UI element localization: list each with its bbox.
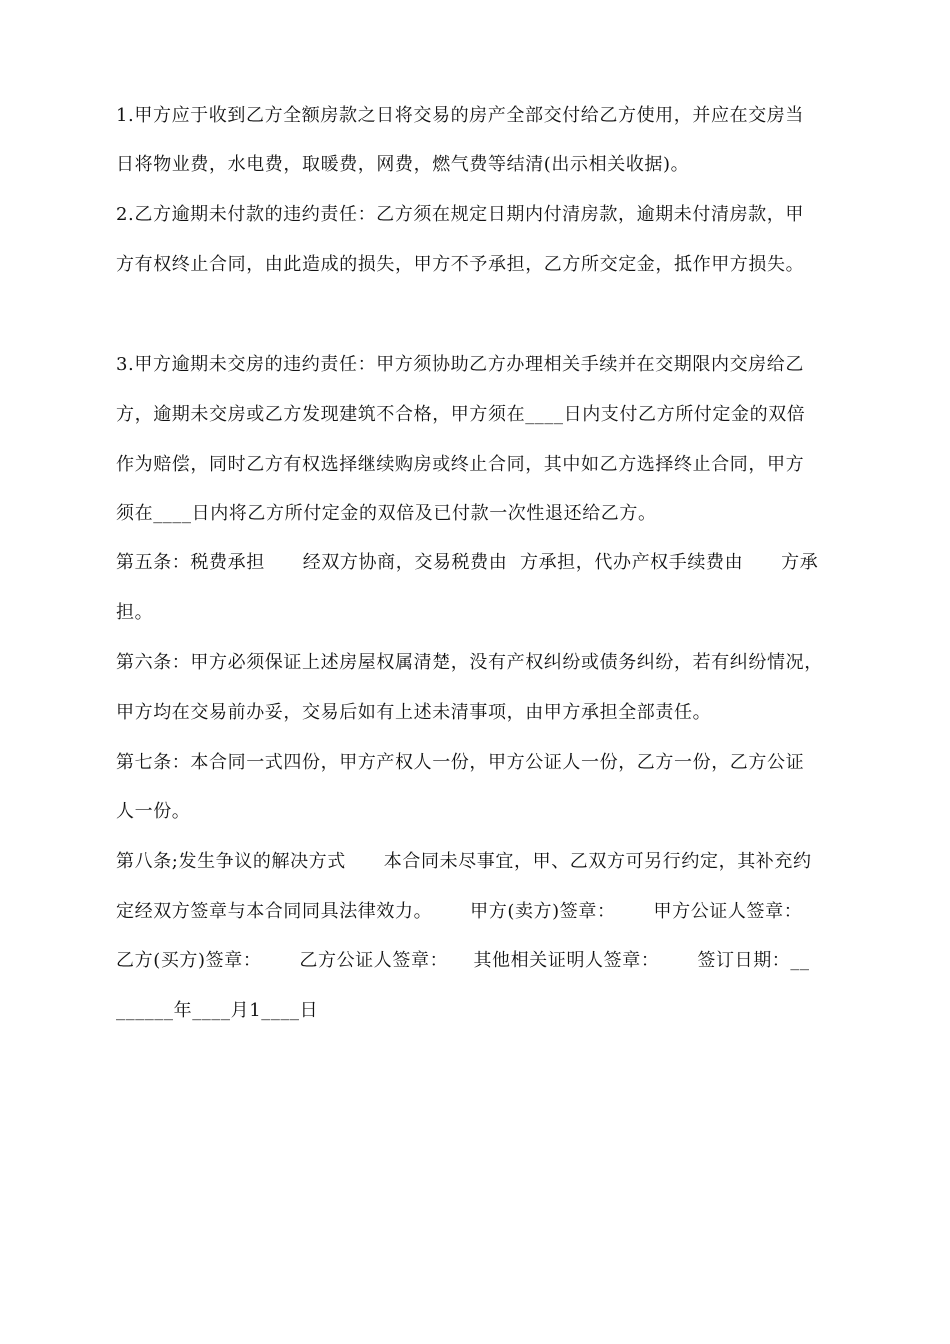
text-line-5: 3.甲方逾期未交房的违约责任：甲方须协助乙方办理相关手续并在交期限内交房给乙 (116, 354, 804, 375)
text-line-9: 第五条：税费承担 经双方协商，交易税费由 方承担，代办产权手续费由 方承 (116, 552, 819, 573)
text-line-3: 2.乙方逾期未付款的违约责任：乙方须在规定日期内付清房款，逾期未付清房款，甲 (116, 204, 804, 225)
text-line-16: 定经双方签章与本合同同具法律效力。 甲方(卖方)签章： 甲方公证人签章： (116, 901, 803, 922)
text-line-17: 乙方(买方)签章： 乙方公证人签章： 其他相关证明人签章： 签订日期：__ (116, 950, 810, 971)
text-line-4: 方有权终止合同，由此造成的损失，甲方不予承担，乙方所交定金，抵作甲方损失。 (116, 254, 805, 275)
text-line-8: 须在____日内将乙方所付定金的双倍及已付款一次性退还给乙方。 (116, 503, 657, 524)
text-line-10: 担。 (116, 602, 154, 623)
text-line-1: 1.甲方应于收到乙方全额房款之日将交易的房产全部交付给乙方使用，并应在交房当 (116, 105, 804, 126)
text-line-7: 作为赔偿，同时乙方有权选择继续购房或终止合同，其中如乙方选择终止合同，甲方 (116, 454, 805, 475)
text-line-13: 第七条：本合同一式四份，甲方产权人一份，甲方公证人一份，乙方一份，乙方公证 (116, 752, 805, 773)
text-line-15: 第八条;发生争议的解决方式 本合同未尽事宜，甲、乙双方可另行约定，其补充约 (116, 851, 812, 872)
text-line-14: 人一份。 (116, 801, 191, 822)
text-line-6: 方，逾期未交房或乙方发现建筑不合格，甲方须在____日内支付乙方所付定金的双倍 (116, 404, 806, 425)
text-line-18: ______年____月1____日 (116, 1000, 319, 1021)
text-line-2: 日将物业费，水电费，取暖费，网费，燃气费等结清(出示相关收据)。 (116, 154, 690, 175)
text-line-12: 甲方均在交易前办妥，交易后如有上述未清事项，由甲方承担全部责任。 (116, 702, 712, 723)
text-line-11: 第六条：甲方必须保证上述房屋权属清楚，没有产权纠纷或债务纠纷，若有纠纷情况， (116, 652, 823, 673)
